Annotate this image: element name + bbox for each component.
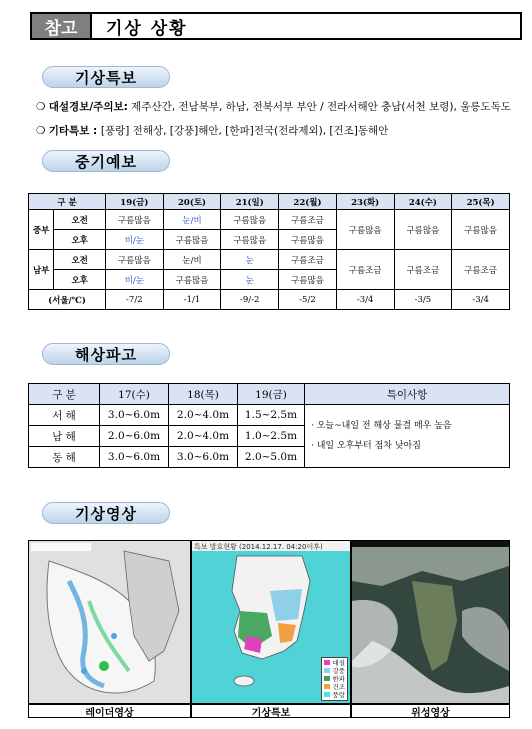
section-title-sea: 해상파고 [42,343,170,365]
table-row [29,250,510,270]
warning-map-title: 특보 발효현황 (2014.12.17. 04:20이후) [194,543,323,551]
region-cell: 남부 [29,250,54,290]
page-header [30,12,522,40]
radar-caption: 레이더영상 [28,704,191,718]
header-cell: 구 분 [29,194,106,210]
wave-cell: 2.0~5.0m [238,447,305,468]
weather-cell: 구름조금 [452,250,510,290]
section-title-forecast: 중기예보 [42,150,170,172]
weather-cell: 구름많음 [452,210,510,250]
legend-swatch [324,684,330,689]
radar-image [28,540,191,704]
weather-cell: 구름조금 [279,210,337,230]
notes-cell [305,405,510,468]
section-title-warning: 기상특보 [42,66,170,88]
temp-cell: -3/4 [336,290,394,310]
weather-cell: 구름많음 [394,210,452,250]
warning-text: 제주산간, 전남북부, 하남, 전북서부 부안 / 전라서해안 충남(서천 보령), 울릉도독도 [131,101,511,113]
reference-tag: 참고 [32,14,92,38]
temp-cell: -5/2 [279,290,337,310]
weather-cell: 구름조금 [394,250,452,290]
wave-cell: 1.0~2.5m [238,426,305,447]
period-cell: 오후 [54,270,106,290]
bullet-icon: ❍ [36,125,46,137]
page-title: 기상 상황 [106,18,188,39]
warning-label: 대설경보/주의보 [48,101,124,113]
sea-name-cell: 서 해 [29,405,100,426]
region-cell: 중부 [29,210,54,250]
notes-header-cell: 특이사항 [305,384,510,405]
legend-label: 한파 [332,675,345,683]
period-cell: 오전 [54,210,106,230]
weather-cell: 비/눈 [106,270,164,290]
warning-line-1 [36,99,511,114]
wave-cell: 2.0~6.0m [100,426,169,447]
satellite-caption: 위성영상 [351,704,510,718]
warning-caption: 기상특보 [191,704,351,718]
warning-label: 기타특보 [48,125,90,137]
temp-cell: -7/2 [106,290,164,310]
forecast-table [28,193,510,310]
date-cell: 19(금) [238,384,305,405]
wave-cell: 3.0~6.0m [100,447,169,468]
period-cell: 오전 [54,250,106,270]
date-cell: 20(토) [163,194,221,210]
legend-item [324,691,345,699]
weather-cell: 구름많음 [106,210,164,230]
date-cell: 22(월) [279,194,337,210]
date-cell: 18(목) [169,384,238,405]
temp-cell: -3/5 [394,290,452,310]
warning-text: [풍랑] 전해상, [강풍]해안, [한파]전국(전라제외), [건조]동해안 [100,125,389,137]
sea-table [28,383,510,468]
temp-cell: -9/-2 [221,290,279,310]
weather-cell: 눈/비 [163,250,221,270]
date-cell: 19(금) [106,194,164,210]
satellite-image [351,540,510,704]
weather-cell: 구름많음 [221,210,279,230]
weather-cell: 눈 [221,270,279,290]
legend-item [324,659,345,667]
table-header-row [29,384,510,405]
legend-label: 강풍 [332,667,345,675]
header-cell: 구 분 [29,384,100,405]
legend-swatch [324,692,330,697]
date-cell: 23(화) [336,194,394,210]
wave-cell: 2.0~4.0m [169,426,238,447]
weather-cell: 구름조금 [336,250,394,290]
weather-cell: 구름많음 [163,270,221,290]
satellite-map-graphic [352,541,509,703]
table-row [29,210,510,230]
temp-cell: -1/1 [163,290,221,310]
sea-name-cell: 남 해 [29,426,100,447]
radar-map-graphic [29,541,190,703]
wave-cell: 1.5~2.5m [238,405,305,426]
legend-label: 풍랑 [332,691,345,699]
table-header-row [29,194,510,210]
legend-swatch [324,676,330,681]
legend-item [324,683,345,691]
bullet-icon: ❍ [36,101,46,113]
temp-cell: -3/4 [452,290,510,310]
date-cell: 21(일) [221,194,279,210]
wave-cell: 2.0~4.0m [169,405,238,426]
weather-cell: 눈/비 [163,210,221,230]
legend-item [324,675,345,683]
section-title-imagery: 기상영상 [42,502,170,524]
date-cell: 24(수) [394,194,452,210]
warning-map-image [191,540,351,704]
temp-label-cell: (서울/℃) [29,290,106,310]
legend-swatch [324,668,330,673]
table-row [29,290,510,310]
legend-label: 건조 [332,683,345,691]
weather-cell: 구름많음 [163,230,221,250]
note-line: · 내일 오후부터 점차 낮아짐 [311,441,421,451]
weather-cell: 구름많음 [106,250,164,270]
warning-sep: : [89,125,101,137]
wave-cell: 3.0~6.0m [169,447,238,468]
sea-name-cell: 동 해 [29,447,100,468]
period-cell: 오후 [54,230,106,250]
date-cell: 17(수) [100,384,169,405]
note-line: · 오늘~내일 전 해상 물결 매우 높음 [311,421,452,431]
warning-legend [321,657,348,701]
legend-label: 대설 [332,659,345,667]
legend-swatch [324,660,330,665]
weather-cell: 구름조금 [279,250,337,270]
warning-line-2 [36,123,388,138]
date-cell: 25(목) [452,194,510,210]
weather-cell: 구름많음 [221,230,279,250]
weather-cell: 구름많음 [336,210,394,250]
weather-cell: 구름많음 [279,270,337,290]
weather-cell: 눈 [221,250,279,270]
table-row [29,405,510,426]
weather-cell: 비/눈 [106,230,164,250]
weather-cell: 구름많음 [279,230,337,250]
legend-item [324,667,345,675]
warning-sep: : [123,101,128,113]
wave-cell: 3.0~6.0m [100,405,169,426]
